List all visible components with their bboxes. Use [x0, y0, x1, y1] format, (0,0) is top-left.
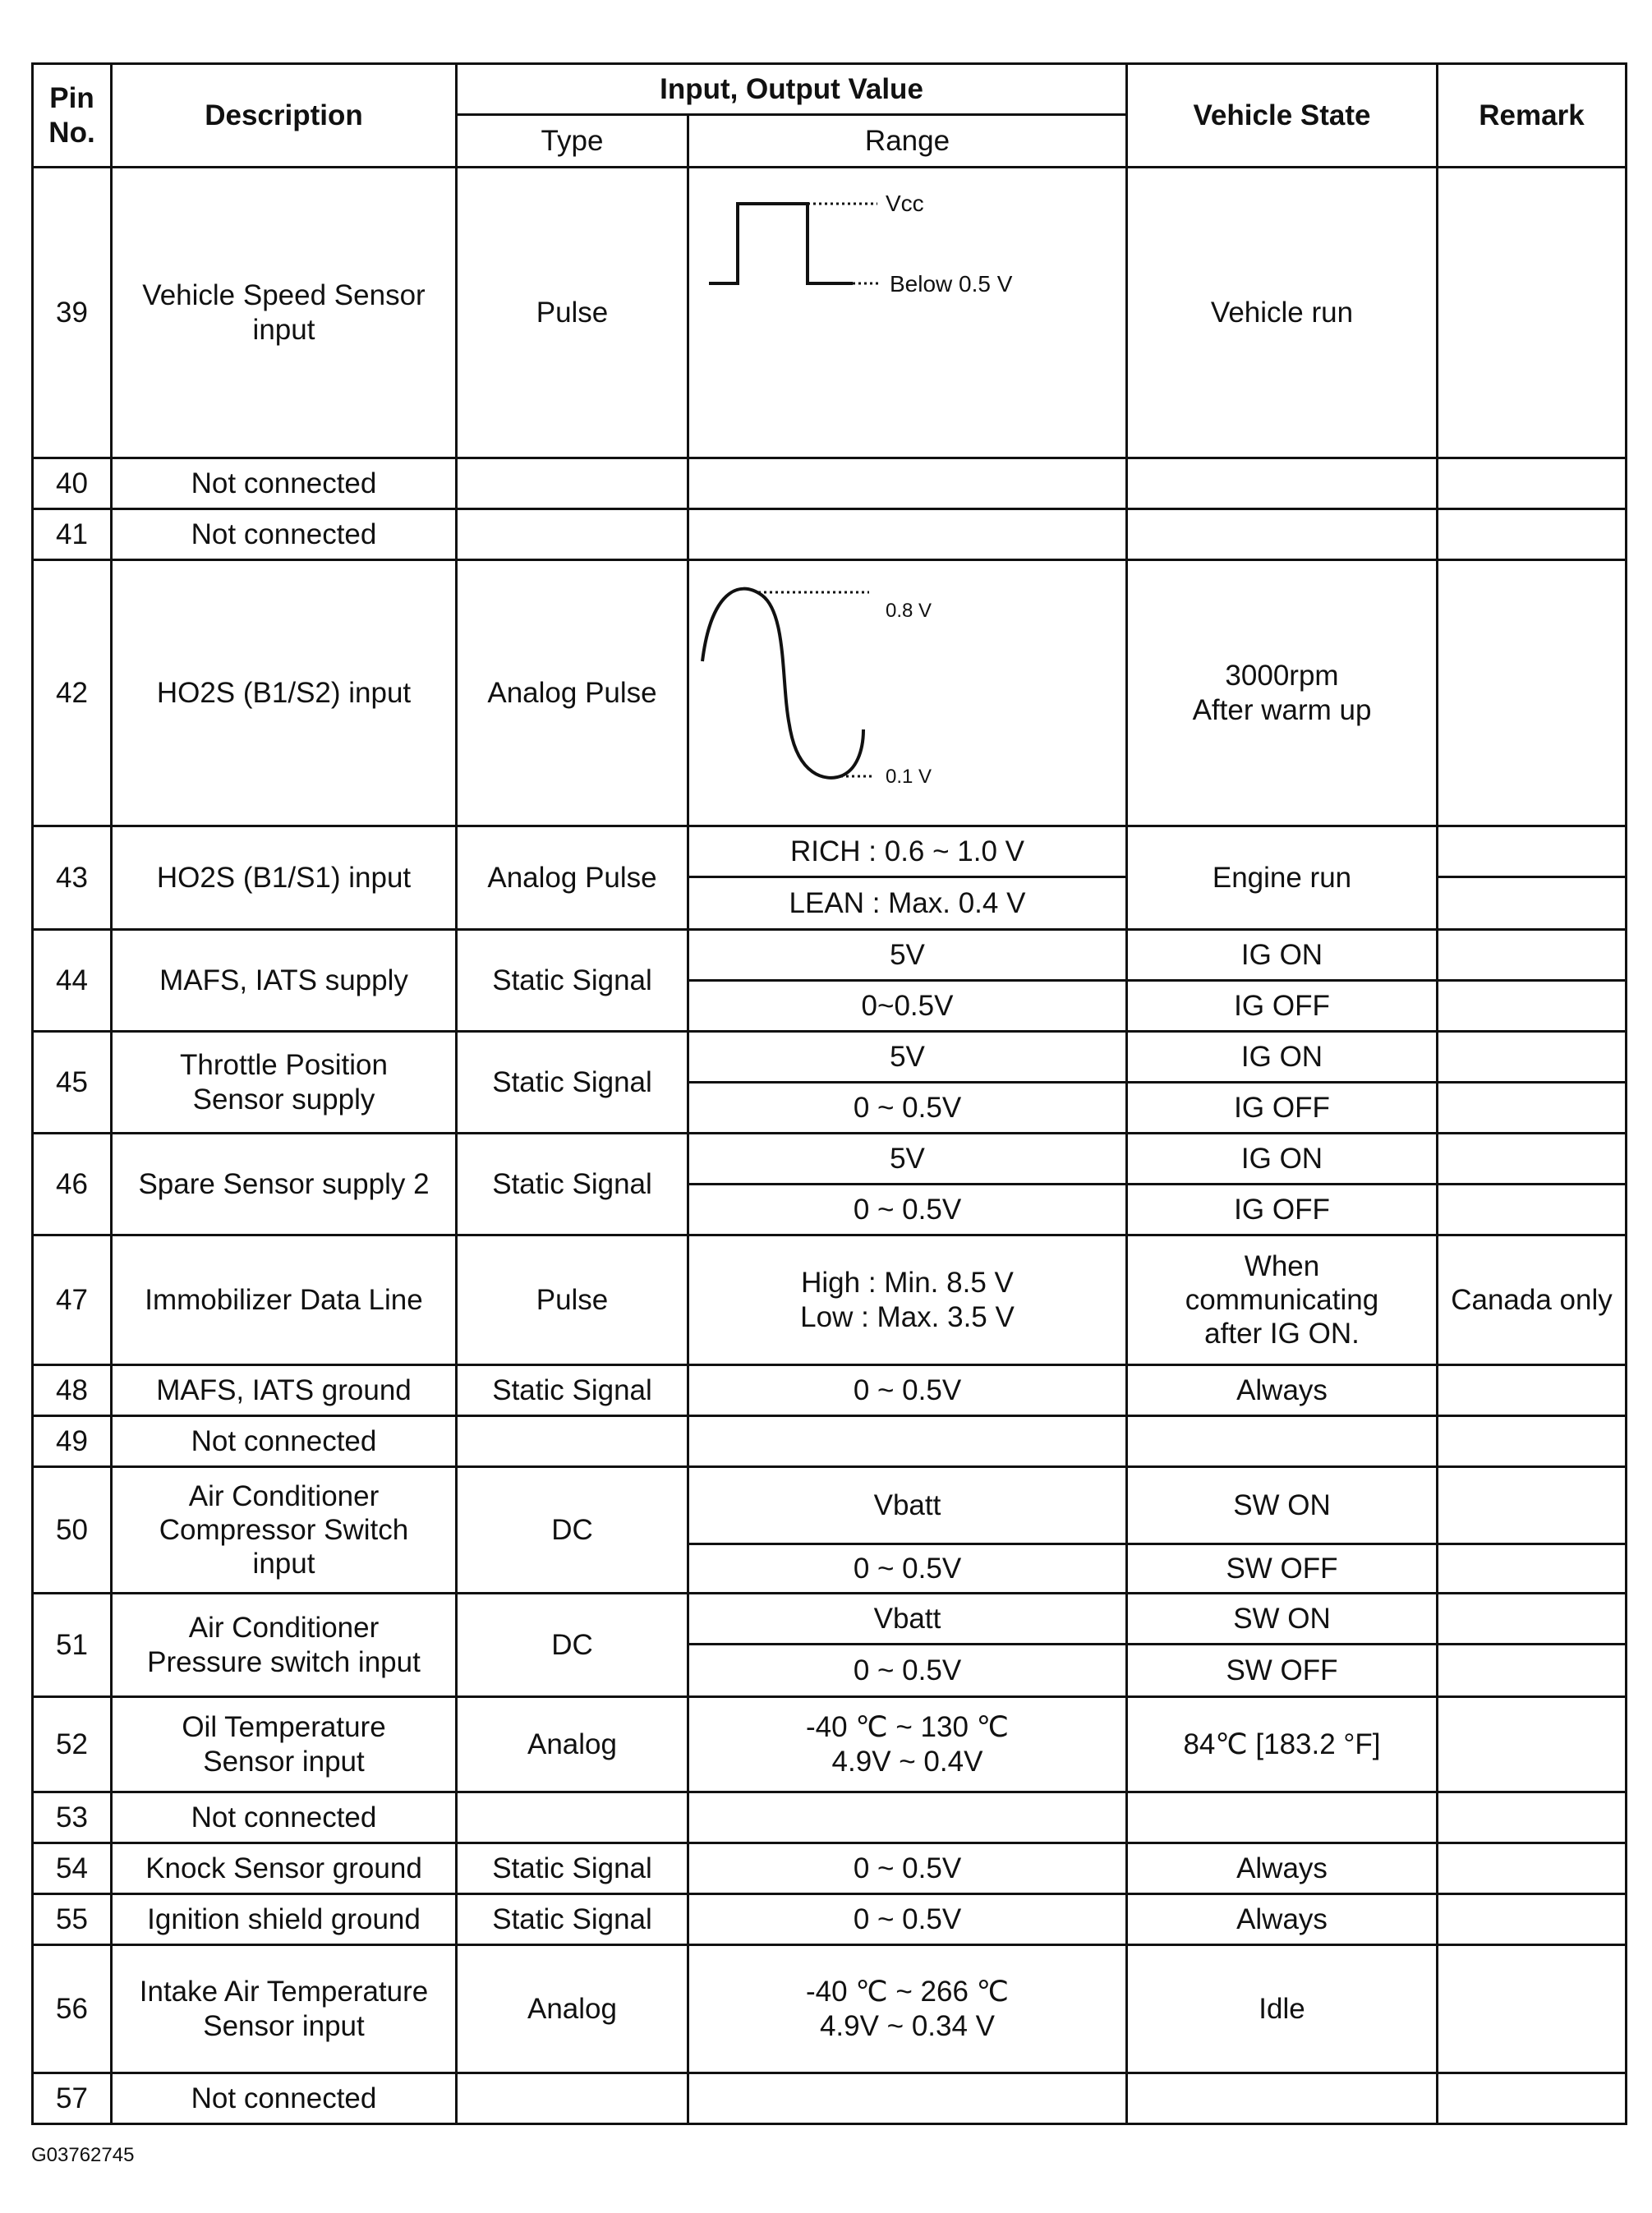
state-line: When — [1244, 1249, 1320, 1282]
description-line: Air Conditioner — [188, 1479, 380, 1512]
range-cell-b: 0 ~ 0.5V — [688, 1083, 1127, 1134]
type-cell: Analog — [457, 1697, 688, 1792]
pin-cell: 50 — [33, 1467, 112, 1594]
remark-cell — [1438, 1416, 1627, 1467]
type-cell: Static Signal — [457, 1365, 688, 1416]
description-line: Vehicle Speed Sensor — [142, 279, 426, 312]
range-cell — [688, 1235, 1127, 1365]
remark-cell — [1438, 2073, 1627, 2124]
type-cell: Analog Pulse — [457, 826, 688, 930]
state-cell-a: SW ON — [1127, 1594, 1438, 1645]
range-cell — [688, 2073, 1127, 2124]
description-cell — [112, 458, 457, 509]
remark-cell-a — [1438, 930, 1627, 981]
table-row — [33, 168, 1627, 458]
state-cell — [1127, 1235, 1438, 1365]
range-cell — [688, 1894, 1127, 1945]
remark-cell-b — [1438, 1544, 1627, 1594]
range-line: 0 ~ 0.5V — [853, 1373, 962, 1406]
range-cell — [688, 168, 1127, 458]
description-line: Not connected — [191, 518, 377, 550]
low-voltage-label: 0.1 V — [886, 766, 932, 788]
description-line: Sensor supply — [192, 1083, 375, 1116]
range-line: Low : Max. 3.5 V — [800, 1300, 1015, 1333]
table-row — [33, 1365, 1627, 1416]
type-cell — [457, 458, 688, 509]
range-cell — [688, 1945, 1127, 2073]
description-cell — [112, 1032, 457, 1134]
type-cell: Analog — [457, 1945, 688, 2073]
description-cell — [112, 1945, 457, 2073]
header-type: Type — [457, 115, 688, 168]
description-line: Oil Temperature — [182, 1711, 386, 1744]
pin-cell: 49 — [33, 1416, 112, 1467]
state-line: Always — [1236, 1373, 1328, 1406]
type-cell: DC — [457, 1594, 688, 1697]
state-line: 3000rpm — [1225, 660, 1339, 692]
range-cell — [688, 1365, 1127, 1416]
state-cell — [1127, 560, 1438, 826]
range-line: High : Min. 8.5 V — [801, 1267, 1014, 1300]
state-cell-b: IG OFF — [1127, 1185, 1438, 1235]
range-cell-b: LEAN : Max. 0.4 V — [688, 877, 1127, 930]
description-line: Not connected — [191, 1801, 377, 1833]
state-cell — [1127, 1697, 1438, 1792]
description-cell — [112, 1467, 457, 1594]
remark-cell-b — [1438, 1185, 1627, 1235]
table-row — [33, 1235, 1627, 1365]
state-line: Idle — [1259, 1992, 1305, 2025]
header-vehicle-state: Vehicle State — [1127, 64, 1438, 168]
range-cell-a: 5V — [688, 930, 1127, 981]
description-cell — [112, 560, 457, 826]
description-line: HO2S (B1/S2) input — [156, 676, 412, 709]
description-line: Spare Sensor supply 2 — [138, 1167, 430, 1200]
description-line: input — [252, 313, 315, 346]
description-cell — [112, 168, 457, 458]
pin-cell: 40 — [33, 458, 112, 509]
remark-cell — [1438, 458, 1627, 509]
state-cell-a: IG ON — [1127, 930, 1438, 981]
range-cell — [688, 1416, 1127, 1467]
remark-cell — [1438, 1894, 1627, 1945]
remark-cell: Canada only — [1438, 1235, 1627, 1365]
pin-cell: 46 — [33, 1134, 112, 1235]
description-line: MAFS, IATS supply — [159, 964, 408, 996]
sine-waveform — [693, 561, 1120, 807]
state-cell-b: SW OFF — [1127, 1544, 1438, 1594]
description-cell — [112, 1365, 457, 1416]
remark-cell-a — [1438, 1467, 1627, 1544]
table-row — [33, 1945, 1627, 2073]
state-cell — [1127, 458, 1438, 509]
description-line: Immobilizer Data Line — [145, 1283, 423, 1316]
state-line: 84℃ [183.2 °F] — [1183, 1728, 1381, 1760]
state-cell-a: SW ON — [1127, 1467, 1438, 1544]
type-cell — [457, 2073, 688, 2124]
state-line: Always — [1236, 1852, 1328, 1884]
state-cell-b: IG OFF — [1127, 1083, 1438, 1134]
range-cell-b: 0 ~ 0.5V — [688, 1645, 1127, 1697]
range-cell-a: RICH : 0.6 ~ 1.0 V — [688, 826, 1127, 877]
description-line: Air Conditioner — [188, 1612, 380, 1645]
table-row — [33, 826, 1627, 877]
table-row — [33, 1792, 1627, 1843]
type-cell: Static Signal — [457, 1032, 688, 1134]
type-cell: DC — [457, 1467, 688, 1594]
below-label: Below 0.5 V — [890, 271, 1013, 297]
state-cell — [1127, 826, 1438, 930]
state-line: After warm up — [1192, 693, 1372, 726]
range-cell-a: Vbatt — [688, 1467, 1127, 1544]
state-cell — [1127, 509, 1438, 560]
description-line: Ignition shield ground — [147, 1902, 421, 1935]
state-line: communicating — [1185, 1283, 1379, 1316]
remark-cell-a — [1438, 1134, 1627, 1185]
description-line: Knock Sensor ground — [145, 1852, 422, 1884]
remark-cell — [1438, 560, 1627, 826]
type-cell — [457, 509, 688, 560]
pin-cell: 54 — [33, 1843, 112, 1894]
state-line: Engine run — [1212, 861, 1352, 894]
pin-data-table — [31, 62, 1627, 2125]
state-cell — [1127, 1365, 1438, 1416]
high-voltage-label: 0.8 V — [886, 600, 932, 622]
description-cell — [112, 1416, 457, 1467]
state-cell — [1127, 1792, 1438, 1843]
state-cell — [1127, 2073, 1438, 2124]
state-cell — [1127, 168, 1438, 458]
description-cell — [112, 1594, 457, 1697]
remark-cell — [1438, 1792, 1627, 1843]
type-cell: Static Signal — [457, 1843, 688, 1894]
range-cell — [688, 1697, 1127, 1792]
remark-cell — [1438, 509, 1627, 560]
remark-cell — [1438, 1843, 1627, 1894]
description-line: Pressure switch input — [147, 1645, 421, 1678]
type-cell: Static Signal — [457, 1134, 688, 1235]
state-cell-a: IG ON — [1127, 1134, 1438, 1185]
pin-cell: 56 — [33, 1945, 112, 2073]
state-cell-b: IG OFF — [1127, 981, 1438, 1032]
header-range: Range — [688, 115, 1127, 168]
range-cell — [688, 1843, 1127, 1894]
description-line: Intake Air Temperature — [139, 1976, 429, 2008]
vcc-label: Vcc — [886, 191, 924, 216]
state-cell — [1127, 1945, 1438, 2073]
range-line: 4.9V ~ 0.4V — [831, 1745, 983, 1778]
table-row — [33, 509, 1627, 560]
header-input-output-value: Input, Output Value — [457, 64, 1127, 115]
state-line: Always — [1236, 1902, 1328, 1935]
table-row — [33, 1134, 1627, 1185]
header-remark: Remark — [1438, 64, 1627, 168]
range-cell — [688, 458, 1127, 509]
range-cell-a: Vbatt — [688, 1594, 1127, 1645]
remark-cell-b — [1438, 877, 1627, 930]
description-line: Not connected — [191, 1424, 377, 1457]
description-cell — [112, 1235, 457, 1365]
state-cell — [1127, 1416, 1438, 1467]
remark-cell-b — [1438, 1083, 1627, 1134]
description-line: HO2S (B1/S1) input — [156, 861, 412, 894]
description-line: Compressor Switch — [159, 1513, 409, 1546]
state-line: Vehicle run — [1210, 296, 1354, 329]
pin-cell: 53 — [33, 1792, 112, 1843]
range-line: 0 ~ 0.5V — [853, 1852, 962, 1884]
range-cell — [688, 1792, 1127, 1843]
type-cell: Pulse — [457, 168, 688, 458]
type-cell: Pulse — [457, 1235, 688, 1365]
table-body — [33, 168, 1627, 2124]
description-cell — [112, 1792, 457, 1843]
description-cell — [112, 826, 457, 930]
description-line: Not connected — [191, 467, 377, 499]
header-description: Description — [112, 64, 457, 168]
remark-cell — [1438, 1365, 1627, 1416]
pin-cell: 43 — [33, 826, 112, 930]
remark-cell — [1438, 1697, 1627, 1792]
sine-trace — [702, 589, 863, 778]
description-cell — [112, 1843, 457, 1894]
remark-cell-a — [1438, 1032, 1627, 1083]
pin-cell: 39 — [33, 168, 112, 458]
range-line: 4.9V ~ 0.34 V — [819, 2009, 996, 2042]
state-cell — [1127, 1894, 1438, 1945]
table-row — [33, 1697, 1627, 1792]
table-row — [33, 1032, 1627, 1083]
description-line: MAFS, IATS ground — [156, 1373, 412, 1406]
range-cell-b: 0 ~ 0.5V — [688, 1544, 1127, 1594]
remark-cell-a — [1438, 1594, 1627, 1645]
description-cell — [112, 2073, 457, 2124]
figure-id: G03762745 — [31, 2144, 135, 2166]
type-cell: Static Signal — [457, 930, 688, 1032]
state-cell-a: IG ON — [1127, 1032, 1438, 1083]
range-line: -40 ℃ ~ 130 ℃ — [806, 1711, 1009, 1744]
description-line: input — [252, 1548, 315, 1580]
description-line: Sensor input — [203, 1745, 365, 1778]
table-row — [33, 2073, 1627, 2124]
range-cell-a: 5V — [688, 1134, 1127, 1185]
table-row — [33, 458, 1627, 509]
description-cell — [112, 509, 457, 560]
pin-cell: 51 — [33, 1594, 112, 1697]
pin-cell: 41 — [33, 509, 112, 560]
range-cell-b: 0~0.5V — [688, 981, 1127, 1032]
header-pin-no: Pin No. — [33, 64, 112, 168]
description-line: Throttle Position — [180, 1049, 388, 1082]
table-row — [33, 1894, 1627, 1945]
type-cell: Analog Pulse — [457, 560, 688, 826]
table-row — [33, 1594, 1627, 1645]
range-line: -40 ℃ ~ 266 ℃ — [806, 1976, 1009, 2008]
square-pulse-waveform — [693, 168, 1120, 439]
pin-cell: 52 — [33, 1697, 112, 1792]
description-cell — [112, 1697, 457, 1792]
remark-cell — [1438, 168, 1627, 458]
type-cell — [457, 1416, 688, 1467]
remark-cell-b — [1438, 981, 1627, 1032]
remark-cell — [1438, 1945, 1627, 2073]
range-line: 0 ~ 0.5V — [853, 1902, 962, 1935]
state-cell — [1127, 1843, 1438, 1894]
remark-cell-b — [1438, 1645, 1627, 1697]
pin-cell: 45 — [33, 1032, 112, 1134]
pin-cell: 42 — [33, 560, 112, 826]
pin-cell: 55 — [33, 1894, 112, 1945]
range-cell — [688, 509, 1127, 560]
type-cell — [457, 1792, 688, 1843]
pin-cell: 48 — [33, 1365, 112, 1416]
table-row — [33, 1843, 1627, 1894]
description-line: Not connected — [191, 2082, 377, 2114]
range-cell-b: 0 ~ 0.5V — [688, 1185, 1127, 1235]
range-cell-a: 5V — [688, 1032, 1127, 1083]
description-line: Sensor input — [203, 2009, 365, 2042]
pin-cell: 47 — [33, 1235, 112, 1365]
range-cell — [688, 560, 1127, 826]
description-cell — [112, 930, 457, 1032]
pin-cell: 57 — [33, 2073, 112, 2124]
state-cell-b: SW OFF — [1127, 1645, 1438, 1697]
state-line: after IG ON. — [1204, 1318, 1360, 1350]
table-row — [33, 560, 1627, 826]
table-row — [33, 1467, 1627, 1544]
table-row — [33, 1416, 1627, 1467]
description-cell — [112, 1134, 457, 1235]
type-cell: Static Signal — [457, 1894, 688, 1945]
pin-cell: 44 — [33, 930, 112, 1032]
remark-cell-a — [1438, 826, 1627, 877]
table-row — [33, 930, 1627, 981]
description-cell — [112, 1894, 457, 1945]
pulse-trace — [709, 204, 853, 283]
